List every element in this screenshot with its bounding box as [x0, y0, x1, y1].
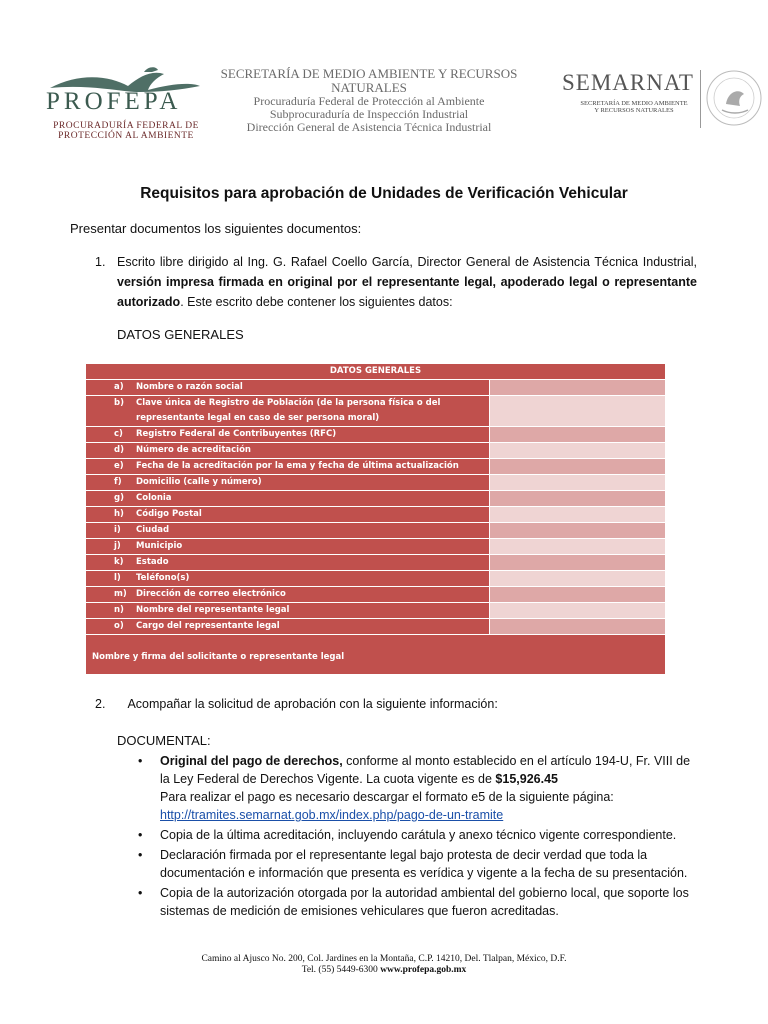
field-name: Cargo del representante legal — [136, 621, 280, 631]
field-letter: e) — [114, 461, 124, 471]
table-row — [86, 426, 665, 442]
field-value-cell — [489, 619, 665, 634]
field-value-cell — [489, 507, 665, 522]
requirement-1 — [95, 252, 697, 312]
field-letter: o) — [114, 621, 124, 631]
field-letter: j) — [114, 541, 121, 551]
semarnat-wordmark: SEMARNAT — [562, 70, 694, 95]
field-label-cell — [86, 459, 486, 474]
field-label-cell — [86, 603, 486, 618]
profepa-subtitle: PROCURADURÍA FEDERAL DE PROTECCIÓN AL AMBIENTE — [53, 121, 199, 141]
field-letter: b) — [114, 398, 124, 408]
profepa-wordmark: PROFEPA — [46, 88, 182, 115]
requirement-number: 2. — [95, 697, 106, 711]
list-item — [138, 826, 698, 844]
requirement-2-text: Acompañar la solicitud de aprobación con la siguiente información: — [127, 697, 498, 711]
field-label-cell — [86, 396, 486, 426]
bullet-text: conforme al monto establecido en el artículo 194-U, Fr. VIII de la Ley Federal de Derechos Vigente. La cuota vigente es de — [160, 754, 691, 786]
field-letter: h) — [114, 509, 124, 519]
field-value-cell — [489, 443, 665, 458]
field-label-cell — [86, 587, 486, 602]
field-name: Colonia — [136, 493, 172, 503]
footer-address: Camino al Ajusco No. 200, Col. Jardines en la Montaña, C.P. 14210, Del. Tlalpan, México, D.F. — [201, 954, 567, 964]
table-row — [86, 602, 665, 618]
bullet-icon: • — [138, 754, 143, 768]
field-name: Registro Federal de Contribuyentes (RFC) — [136, 429, 337, 439]
field-label-cell — [86, 475, 486, 490]
requirement-2 — [95, 697, 498, 711]
field-letter: i) — [114, 525, 121, 535]
bullet-text: Copia de la última acreditación, incluyendo carátula y anexo técnico vigente correspondiente. — [160, 828, 677, 842]
requirement-1-text: Escrito libre dirigido al Ing. G. Rafael Coello García, Director General de Asistencia Técnica Industrial, — [117, 255, 697, 269]
field-name: Ciudad — [136, 525, 170, 535]
field-name: Clave única de Registro de Población (de la persona física o del representante legal en caso de ser persona moral) — [136, 398, 441, 423]
documental-list — [138, 752, 698, 920]
field-label-cell — [86, 571, 486, 586]
list-item — [138, 752, 698, 824]
field-letter: f) — [114, 477, 122, 487]
bullet-bold: Original del pago de derechos, — [160, 754, 343, 768]
field-name: Número de acreditación — [136, 445, 251, 455]
table-row — [86, 586, 665, 602]
intro-text: Presentar documentos los siguientes documentos: — [70, 221, 362, 236]
field-value-cell — [489, 396, 665, 426]
field-name: Código Postal — [136, 509, 202, 519]
field-value-cell — [489, 459, 665, 474]
field-name: Estado — [136, 557, 169, 567]
footer-phone: Tel. (55) 5449-6300 — [301, 965, 381, 975]
table-row — [86, 538, 665, 554]
field-value-cell — [489, 571, 665, 586]
footer-website: www.profepa.gob.mx — [380, 965, 467, 975]
datos-generales-table — [86, 364, 665, 674]
field-value-cell — [489, 380, 665, 395]
field-letter: m) — [114, 589, 127, 599]
bullet-text: Declaración firmada por el representante legal bajo protesta de decir verdad que toda la documentación e información que presenta es verídica y vigente a la fecha de su presentación. — [160, 848, 688, 880]
field-value-cell — [489, 523, 665, 538]
field-letter: l) — [114, 573, 121, 583]
field-label-cell — [86, 380, 486, 395]
field-name: Nombre del representante legal — [136, 605, 290, 615]
bullet-icon: • — [138, 828, 143, 842]
table-header: DATOS GENERALES — [86, 364, 665, 379]
field-value-cell — [489, 491, 665, 506]
field-value-cell — [489, 427, 665, 442]
field-letter: c) — [114, 429, 123, 439]
institution-header: SECRETARÍA DE MEDIO AMBIENTE Y RECURSOS NATURALES Procuraduría Federal de Protección al Ambiente Subprocuraduría de Inspección Industrial Dirección General de Asistencia Técnica Industrial — [220, 66, 518, 134]
field-name: Domicilio (calle y número) — [136, 477, 262, 487]
field-label-cell — [86, 555, 486, 570]
field-label-cell — [86, 491, 486, 506]
field-name: Municipio — [136, 541, 183, 551]
requirement-1-bold: versión impresa firmada en original por el representante legal, apoderado legal o representante autorizado — [117, 275, 697, 309]
bullet-text: Copia de la autorización otorgada por la autoridad ambiental del gobierno local, que soporte los sistemas de medición de emisiones vehiculares que fueron acreditadas. — [160, 886, 689, 918]
table-row — [86, 379, 665, 395]
header-divider — [700, 70, 701, 128]
field-name: Nombre o razón social — [136, 382, 243, 392]
field-label-cell — [86, 507, 486, 522]
bullet-icon: • — [138, 848, 143, 862]
field-letter: n) — [114, 605, 124, 615]
table-row — [86, 506, 665, 522]
semarnat-subtitle: SECRETARÍA DE MEDIO AMBIENTE Y RECURSOS NATURALES — [580, 100, 688, 114]
page-footer — [0, 954, 768, 976]
field-name: Teléfono(s) — [136, 573, 190, 583]
table-row — [86, 442, 665, 458]
field-value-cell — [489, 587, 665, 602]
table-footer-signature: Nombre y firma del solicitante o representante legal — [86, 634, 665, 674]
field-label-cell — [86, 523, 486, 538]
field-label-cell — [86, 427, 486, 442]
table-row — [86, 522, 665, 538]
requirement-1-text-end: . Este escrito debe contener los siguientes datos: — [180, 295, 453, 309]
table-row — [86, 458, 665, 474]
table-row — [86, 395, 665, 426]
table-row — [86, 618, 665, 634]
mexico-seal-icon — [704, 68, 764, 128]
field-letter: g) — [114, 493, 124, 503]
field-value-cell — [489, 555, 665, 570]
payment-link[interactable]: http://tramites.semarnat.gob.mx/index.php/pago-de-un-tramite — [160, 808, 504, 822]
field-letter: k) — [114, 557, 124, 567]
field-letter: d) — [114, 445, 124, 455]
field-name: Dirección de correo electrónico — [136, 589, 286, 599]
field-value-cell — [489, 539, 665, 554]
field-label-cell — [86, 619, 486, 634]
table-row — [86, 474, 665, 490]
documental-label: DOCUMENTAL: — [117, 733, 211, 748]
field-label-cell — [86, 443, 486, 458]
bullet-text: Para realizar el pago es necesario descargar el formato e5 de la siguiente página: — [160, 790, 614, 804]
field-value-cell — [489, 475, 665, 490]
requirement-number: 1. — [95, 255, 106, 269]
field-letter: a) — [114, 382, 124, 392]
fee-amount: $15,926.45 — [495, 772, 558, 786]
datos-generales-label: DATOS GENERALES — [117, 327, 244, 342]
bullet-icon: • — [138, 886, 143, 900]
table-row — [86, 570, 665, 586]
field-value-cell — [489, 603, 665, 618]
page-title: Requisitos para aprobación de Unidades de Verificación Vehicular — [140, 185, 628, 202]
field-name: Fecha de la acreditación por la ema y fecha de última actualización — [136, 461, 459, 471]
list-item — [138, 846, 698, 882]
table-row — [86, 554, 665, 570]
table-row — [86, 490, 665, 506]
list-item — [138, 884, 698, 920]
field-label-cell — [86, 539, 486, 554]
